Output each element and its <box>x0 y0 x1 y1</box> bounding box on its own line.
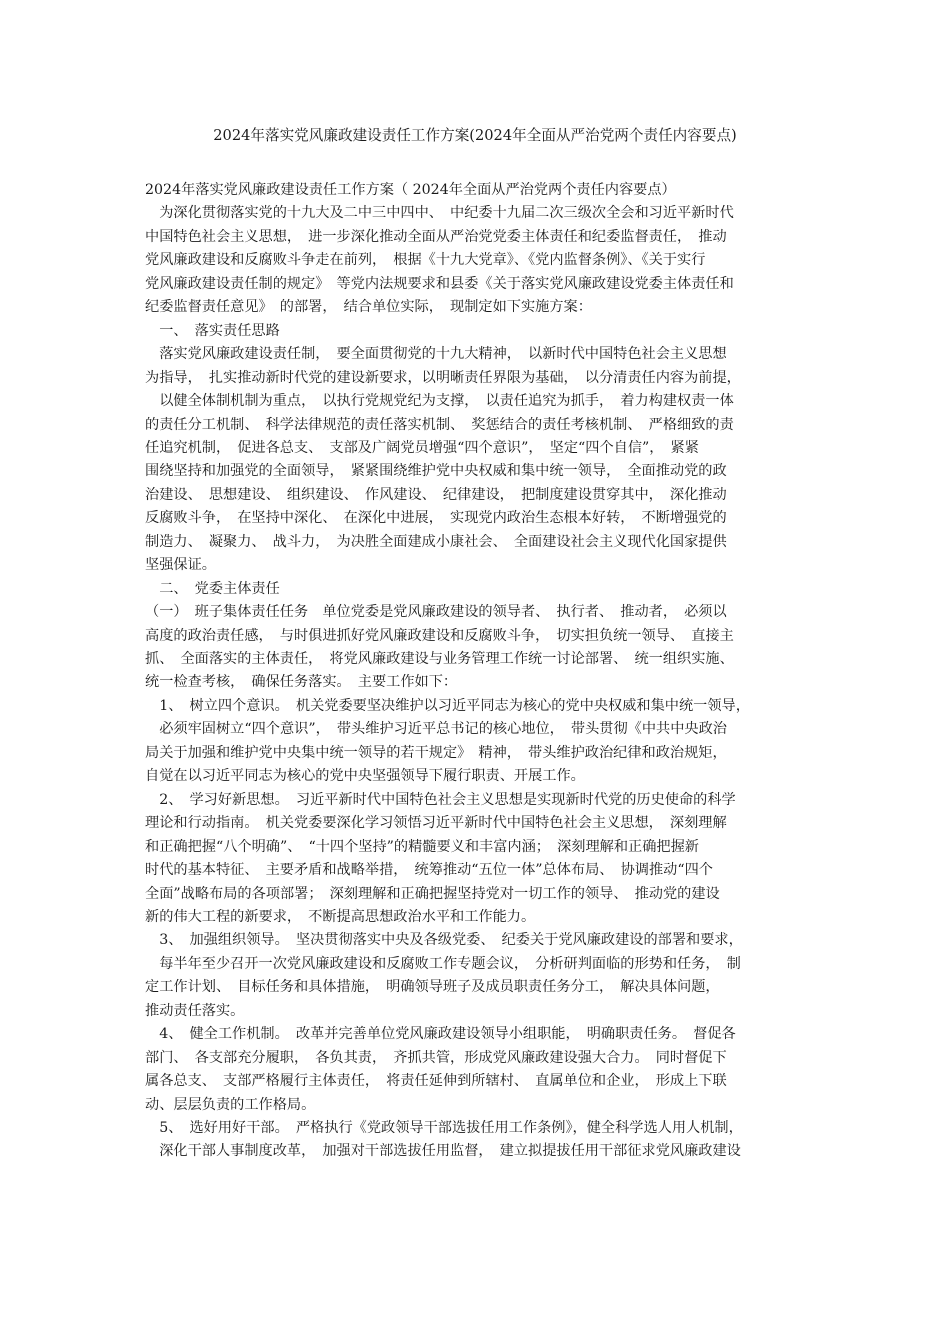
body-line: 深化干部人事制度改革， 加强对干部选拔任用监督， 建立拟提拔任用干部征求党风廉政建设 <box>145 1143 741 1159</box>
body-line: 为指导， 扎实推动新时代党的建设新要求，以明晰责任界限为基础， 以分清责任内容为前提， <box>145 370 741 386</box>
body-line: 的责任分工机制、 科学法律规范的责任落实机制、 奖惩结合的责任考核机制、 严格细致的责 <box>145 417 734 433</box>
body-line: 治建设、 思想建设、 组织建设、 作风建设、 纪律建设， 把制度建设贯穿其中， 深化推动 <box>145 487 727 503</box>
body-line: 高度的政治责任感， 与时俱进抓好党风廉政建设和反腐败斗争， 切实担负统一领导、 直接主 <box>145 628 734 644</box>
body-line: 反腐败斗争， 在坚持中深化、 在深化中进展， 实现党内政治生态根本好转， 不断增强党的 <box>145 510 727 526</box>
body-line: 1、 树立四个意识。 机关党委要坚决维护以习近平同志为核心的党中央权威和集中统一领导， <box>145 698 750 714</box>
body-line: 5、 选好用好干部。 严格执行《党政领导干部选拔任用工作条例》，健全科学选人用人机制， <box>145 1120 743 1136</box>
body-line: 二、 党委主体责任 <box>145 581 280 597</box>
body-line: 为深化贯彻落实党的十九大及二中三中四中、 中纪委十九届二次三级次全会和习近平新时代 <box>145 205 734 221</box>
body-line: 3、 加强组织领导。 坚决贯彻落实中央及各级党委、 纪委关于党风廉政建设的部署和要求， <box>145 932 743 948</box>
body-line: 党风廉政建设和反腐败斗争走在前列， 根据《十九大党章》、《党内监督条例》、《关于实行 <box>145 252 706 268</box>
body-line: 制造力、 凝聚力、 战斗力， 为决胜全面建成小康社会、 全面建设社会主义现代化国家提供 <box>145 534 727 550</box>
body-line: 理论和行动指南。 机关党委要深化学习领悟习近平新时代中国特色社会主义思想， 深刻理解 <box>145 815 727 831</box>
body-line: 中国特色社会主义思想， 进一步深化推动全面从严治党党委主体责任和纪委监督责任， 推动 <box>145 229 727 245</box>
body-line: 自觉在以习近平同志为核心的党中央坚强领导下履行职责、开展工作。 <box>145 768 585 784</box>
body-line: 4、 健全工作机制。 改革并完善单位党风廉政建设领导小组职能， 明确职责任务。 督促各 <box>145 1026 736 1042</box>
body-line: 新的伟大工程的新要求， 不断提高思想政治水平和工作能力。 <box>145 909 536 925</box>
body-line: 党风廉政建设责任制的规定》 等党内法规要求和县委《关于落实党风廉政建设党委主体责任和 <box>145 276 734 292</box>
body-line: 局关于加强和维护党中央集中统一领导的若干规定》 精神， 带头维护政治纪律和政治规矩， <box>145 745 727 761</box>
body-line: 围绕坚持和加强党的全面领导， 紧紧围绕维护党中央权威和集中统一领导， 全面推动党的政 <box>145 463 727 479</box>
body-line: 抓、 全面落实的主体责任， 将党风廉政建设与业务管理工作统一讨论部署、 统一组织实施、 <box>145 651 734 667</box>
document-title: 2024年落实党风廉政建设责任工作方案(2024年全面从严治党两个责任内容要点) <box>213 127 737 144</box>
body-line: 统一检查考核， 确保任务落实。 主要工作如下： <box>145 674 458 690</box>
body-line: 任追究机制， 促进各总支、 支部及广阔党员增强“四个意识”， 坚定“四个自信”， 紧紧 <box>145 440 699 456</box>
body-line: 2024年落实党风廉政建设责任工作方案（ 2024年全面从严治党两个责任内容要点） <box>145 182 676 198</box>
body-line: 纪委监督责任意见》 的部署， 结合单位实际， 现制定如下实施方案： <box>145 299 592 315</box>
body-line: 以健全体制机制为重点， 以执行党规党纪为支撑， 以责任追究为抓手， 着力构建权责一体 <box>145 393 734 409</box>
body-line: 属各总支、 支部严格履行主体责任， 将责任延伸到所辖村、 直属单位和企业， 形成上下联 <box>145 1073 727 1089</box>
body-line: 落实党风廉政建设责任制， 要全面贯彻党的十九大精神， 以新时代中国特色社会主义思想 <box>145 346 727 362</box>
body-line: 一、 落实责任思路 <box>145 323 280 339</box>
body-line: 时代的基本特征、 主要矛盾和战略举措， 统筹推动“五位一体”总体布局、 协调推动“四个 <box>145 862 713 878</box>
body-line: 2、 学习好新思想。 习近平新时代中国特色社会主义思想是实现新时代党的历史使命的科学 <box>145 792 736 808</box>
body-line: 部门、 各支部充分履职， 各负其责， 齐抓共管，形成党风廉政建设强大合力。 同时督促下 <box>145 1050 727 1066</box>
body-line: 全面”战略布局的各项部署； 深刻理解和正确把握坚持党对一切工作的领导、 推动党的建设 <box>145 886 720 902</box>
body-line: 动、层层负责的工作格局。 <box>145 1097 316 1113</box>
body-line: 和正确把握“八个明确”、 “十四个坚持”的精髓要义和丰富内涵； 深刻理解和正确把握新 <box>145 839 699 855</box>
body-line: 每半年至少召开一次党风廉政建设和反腐败工作专题会议， 分析研判面临的形势和任务， 制 <box>145 956 741 972</box>
body-line: （一） 班子集体责任任务 单位党委是党风廉政建设的领导者、 执行者、 推动者， 必须以 <box>145 604 727 620</box>
body-line: 推动责任落实。 <box>145 1003 245 1019</box>
body-line: 定工作计划、 目标任务和具体措施， 明确领导班子及成员职责任务分工， 解决具体问题， <box>145 979 720 995</box>
body-line: 必须牢固树立“四个意识”， 带头维护习近平总书记的核心地位， 带头贯彻《中共中央政治 <box>145 721 727 737</box>
body-line: 坚强保证。 <box>145 557 216 573</box>
